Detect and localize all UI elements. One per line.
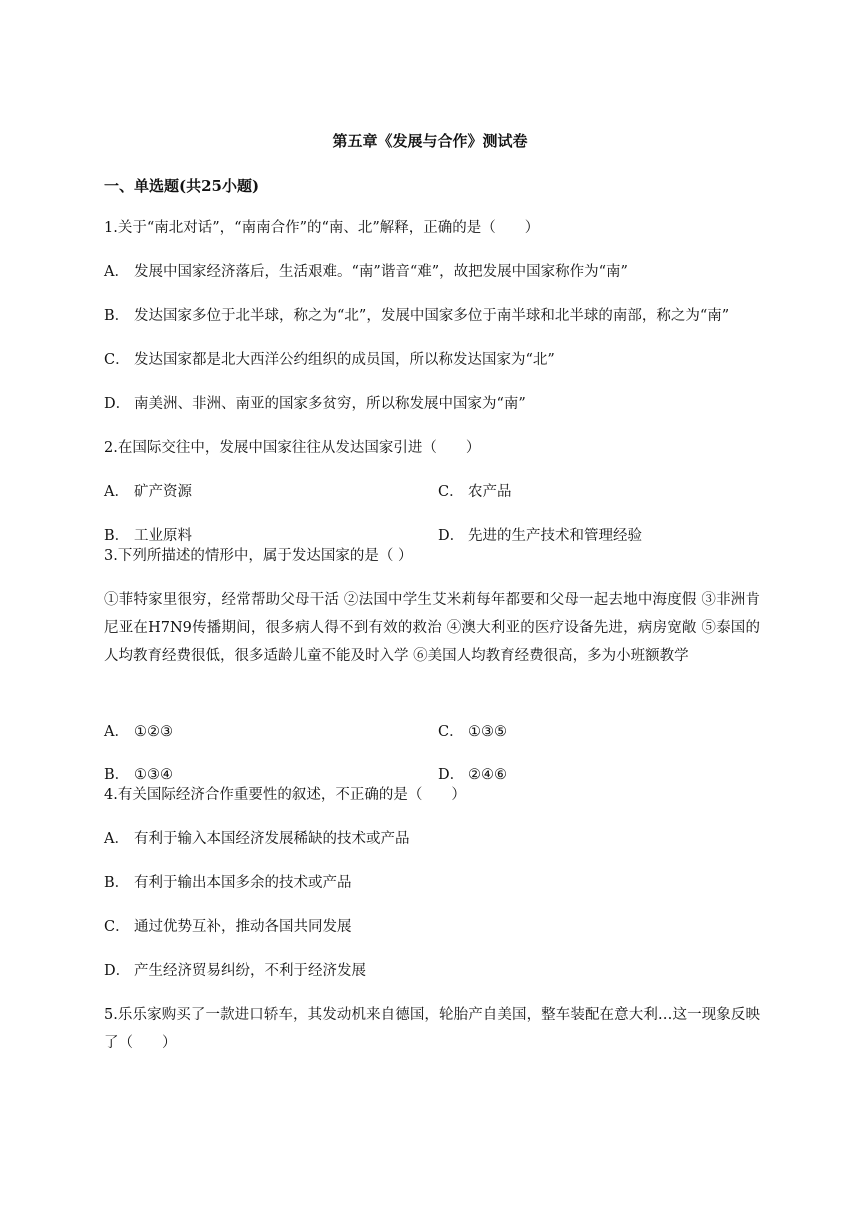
option-text: 矿产资源	[134, 484, 192, 500]
page-title: 第五章《发展与合作》测试卷	[332, 132, 528, 150]
question-1-option-d[interactable]	[104, 394, 526, 414]
question-4-option-d[interactable]	[104, 961, 366, 981]
question-2-option-b[interactable]	[104, 526, 192, 546]
option-text: 有利于输出本国多余的技术或产品	[134, 875, 352, 891]
question-3-option-d[interactable]	[438, 765, 507, 785]
option-letter: B．	[104, 767, 130, 783]
option-letter: D．	[438, 528, 465, 544]
option-letter: C．	[438, 484, 464, 500]
question-4-stem: 4.有关国际经济合作重要性的叙述，不正确的是（ ）	[104, 787, 466, 803]
option-text: 产生经济贸易纠纷，不利于经济发展	[134, 963, 366, 979]
option-text: 农产品	[468, 484, 512, 500]
option-text: ①③④	[134, 767, 173, 783]
option-letter: B．	[104, 308, 130, 324]
option-text: 发展中国家经济落后，生活艰难。“南”谐音“难”，故把发展中国家称作为“南”	[134, 264, 628, 280]
option-letter: A．	[104, 724, 129, 740]
option-text: 先进的生产技术和管理经验	[468, 528, 642, 544]
question-1-option-a[interactable]	[104, 262, 628, 282]
question-2-option-a[interactable]	[104, 482, 192, 502]
option-text: 工业原料	[134, 528, 192, 544]
question-3-body: ①菲特家里很穷，经常帮助父母干活 ②法国中学生艾米莉每年都要和父母一起去地中海度假 ③非洲肯尼亚在H7N9传播期间，很多病人得不到有效的救治 ④澳大利亚的医疗设备先进，病房宽敞 ⑤泰国的人均教育经费很低，很多适龄儿童不能及时入学 ⑥美国人均教育经费很高，多为小班额教学	[104, 592, 760, 664]
option-letter: A．	[104, 484, 129, 500]
option-text: 发达国家都是北大西洋公约组织的成员国，所以称发达国家为“北”	[134, 352, 555, 368]
question-2-option-d[interactable]	[438, 526, 642, 546]
option-letter: D．	[104, 396, 131, 412]
question-1-option-c[interactable]	[104, 350, 555, 370]
question-3-option-b[interactable]	[104, 765, 173, 785]
option-letter: D．	[104, 963, 131, 979]
option-letter: C．	[104, 352, 130, 368]
question-1-stem: 1.关于“南北对话”，“南南合作”的“南、北”解释，正确的是（ ）	[104, 220, 540, 236]
question-4-option-c[interactable]	[104, 917, 352, 937]
option-text: 南美洲、非洲、南亚的国家多贫穷，所以称发展中国家为“南”	[134, 396, 526, 412]
option-text: 有利于输入本国经济发展稀缺的技术或产品	[134, 831, 410, 847]
question-4-option-b[interactable]	[104, 873, 352, 893]
option-text: 发达国家多位于北半球，称之为“北”，发展中国家多位于南半球和北半球的南部，称之为“南”	[134, 308, 730, 324]
option-text: ②④⑥	[468, 767, 507, 783]
question-3-stem: 3.下列所描述的情形中，属于发达国家的是（ ）	[104, 548, 413, 564]
section-heading: 一、单选题(共25小题)	[104, 177, 260, 195]
question-4-option-a[interactable]	[104, 829, 410, 849]
option-letter: C．	[104, 919, 130, 935]
question-1-option-b[interactable]	[104, 306, 729, 326]
option-letter: C．	[438, 724, 464, 740]
option-letter: B．	[104, 528, 130, 544]
option-letter: D．	[438, 767, 465, 783]
question-2-option-c[interactable]	[438, 482, 512, 502]
option-text: 通过优势互补，推动各国共同发展	[134, 919, 352, 935]
option-letter: A．	[104, 264, 129, 280]
option-text: ①③⑤	[468, 724, 507, 740]
question-3-option-c[interactable]	[438, 722, 507, 742]
question-3-option-a[interactable]	[104, 722, 173, 742]
option-text: ①②③	[134, 724, 173, 740]
option-letter: B．	[104, 875, 130, 891]
question-2-stem: 2.在国际交往中，发展中国家往往从发达国家引进（ ）	[104, 440, 481, 456]
option-letter: A．	[104, 831, 129, 847]
question-5-stem: 5.乐乐家购买了一款进口轿车，其发动机来自德国，轮胎产自美国，整车装配在意大利…这一现象反映了（ ）	[104, 1007, 760, 1051]
